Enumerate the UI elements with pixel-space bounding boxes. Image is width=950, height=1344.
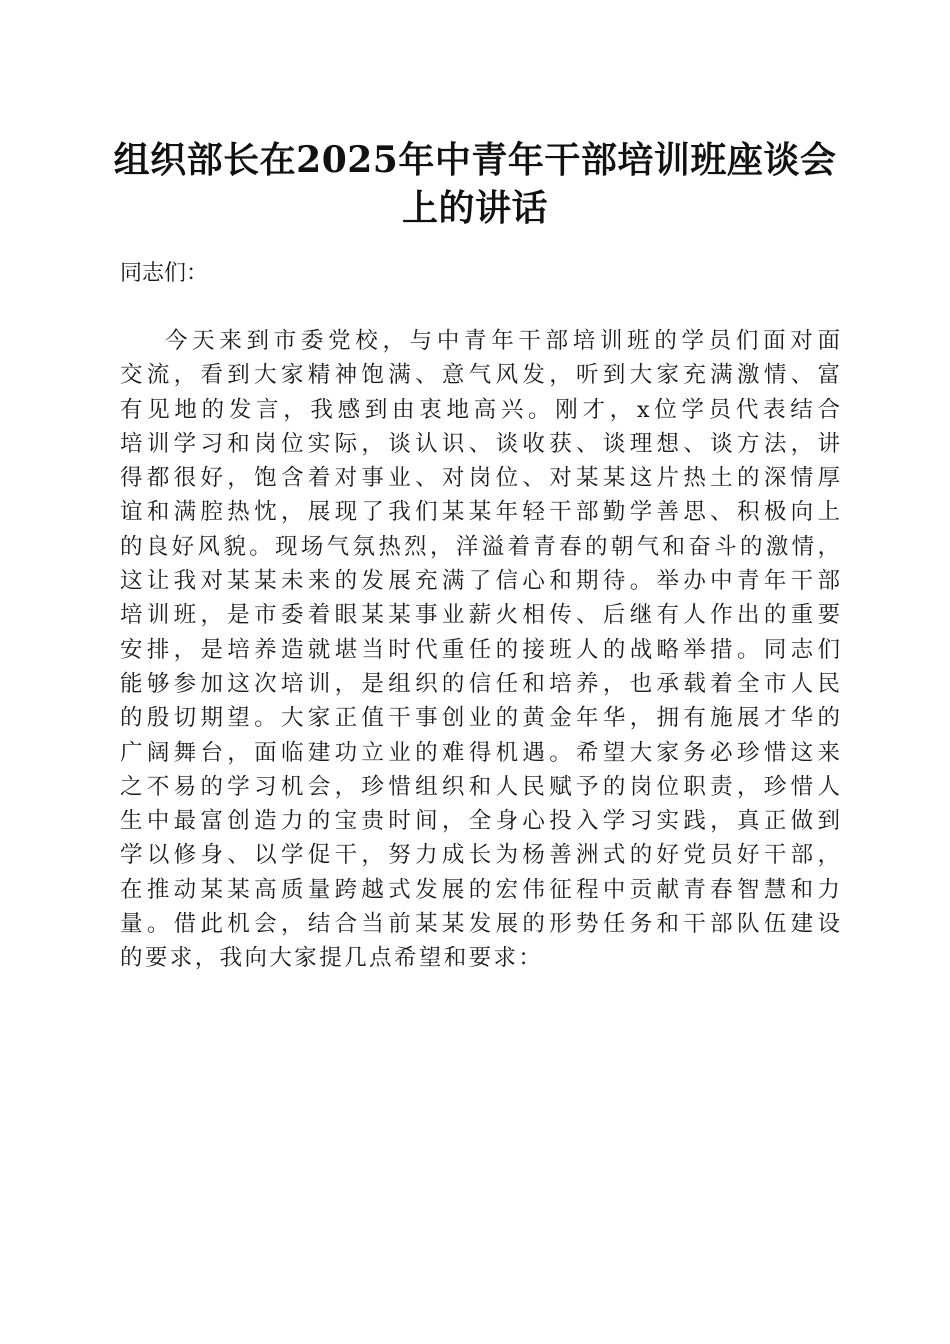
body-paragraph (120, 324, 840, 976)
paragraph-line: 有见地的发言，我感到由衷地高兴。刚才，x位学员代表结合 (120, 396, 840, 423)
paragraph-line: 在推动某某高质量跨越式发展的宏伟征程中贡献青春智慧和力 (120, 876, 840, 903)
paragraph-line: 的良好风貌。现场气氛热烈，洋溢着青春的朝气和奋斗的激情， (120, 533, 840, 560)
document-title (110, 136, 840, 232)
paragraph-line: 这让我对某某未来的发展充满了信心和期待。举办中青年干部 (120, 568, 840, 595)
paragraph-line: 今天来到市委党校，与中青年干部培训班的学员们面对面 (165, 328, 840, 354)
paragraph-line: 交流，看到大家精神饱满、意气风发，听到大家充满激情、富 (120, 362, 840, 389)
paragraph-line: 培训学习和岗位实际，谈认识、谈收获、谈理想、谈方法，讲 (120, 430, 840, 457)
paragraph-line: 培训班，是市委着眼某某事业薪火相传、后继有人作出的重要 (120, 602, 840, 629)
paragraph-line: 的殷切期望。大家正值干事创业的黄金年华，拥有施展才华的 (120, 705, 840, 732)
paragraph-line: 学以修身、以学促干，努力成长为杨善洲式的好党员好干部， (120, 842, 840, 869)
paragraph-line: 量。借此机会，结合当前某某发展的形势任务和干部队伍建设 (120, 911, 840, 938)
paragraph-line: 谊和满腔热忱，展现了我们某某年轻干部勤学善思、积极向上 (120, 499, 840, 526)
title-line-1: 组织部长在2025年中青年干部培训班座谈会 (113, 139, 837, 181)
paragraph-line: 之不易的学习机会，珍惜组织和人民赋予的岗位职责，珍惜人 (120, 773, 840, 800)
paragraph-line: 广阔舞台，面临建功立业的难得机遇。希望大家务必珍惜这来 (120, 739, 840, 766)
salutation: 同志们： (120, 261, 209, 286)
paragraph-line: 生中最富创造力的宝贵时间，全身心投入学习实践，真正做到 (120, 808, 840, 835)
paragraph-line: 安排，是培养造就堪当时代重任的接班人的战略举措。同志们 (120, 636, 840, 663)
paragraph-line: 得都很好，饱含着对事业、对岗位、对某某这片热土的深情厚 (120, 465, 840, 492)
title-line-2: 上的讲话 (401, 187, 548, 229)
paragraph-line: 能够参加这次培训，是组织的信任和培养，也承载着全市人民 (120, 670, 840, 697)
paragraph-line: 的要求，我向大家提几点希望和要求： (120, 945, 544, 972)
